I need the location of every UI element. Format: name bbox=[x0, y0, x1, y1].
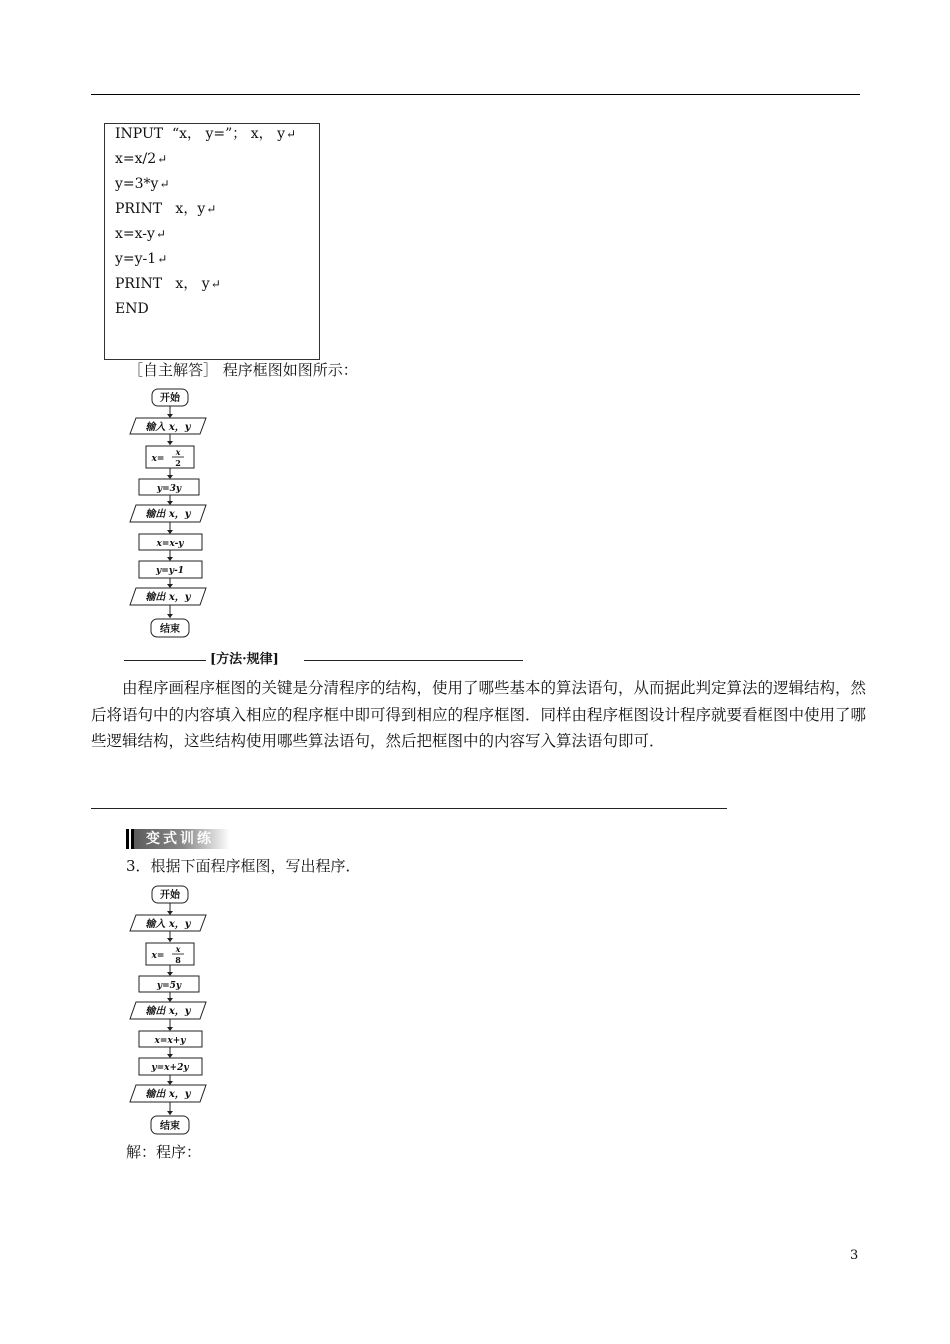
flowchart-question bbox=[120, 883, 230, 1139]
code-line: PRINT x， y↵ bbox=[115, 276, 221, 292]
banner-mark-icon bbox=[126, 829, 134, 849]
fraction-numerator: x bbox=[175, 944, 181, 954]
carriage-return-icon: ↵ bbox=[159, 177, 170, 191]
code-line: x=x/2↵ bbox=[115, 151, 168, 167]
start-label: 开始 bbox=[160, 393, 180, 404]
output-label: 输出 x，y bbox=[145, 509, 191, 520]
carriage-return-icon: ↵ bbox=[155, 227, 166, 241]
step-label: x=x+y bbox=[154, 1036, 186, 1046]
carriage-return-icon: ↵ bbox=[210, 277, 221, 291]
carriage-return-icon: ↵ bbox=[157, 152, 168, 166]
output-label: 输出 x，y bbox=[145, 1089, 191, 1100]
program-code-box bbox=[104, 123, 320, 360]
step-lhs: x= bbox=[151, 454, 165, 464]
step-lhs: x= bbox=[151, 951, 165, 961]
code-line: y=3*y↵ bbox=[115, 176, 170, 192]
solution-label: 解：程序： bbox=[126, 1143, 202, 1161]
answer-intro: ［自主解答］ 程序框图如图所示： bbox=[128, 361, 358, 379]
end-label: 结束 bbox=[160, 1121, 180, 1132]
variant-training-banner bbox=[126, 829, 230, 849]
step-label: y=y-1 bbox=[156, 566, 184, 576]
carriage-return-icon: ↵ bbox=[286, 127, 297, 141]
method-paragraph bbox=[91, 675, 866, 755]
section-divider bbox=[91, 808, 727, 809]
variant-label: 变式训练 bbox=[146, 831, 214, 847]
method-text: 由程序画程序框图的关键是分清程序的结构，使用了哪些基本的算法语句，从而据此判定算法的逻辑结构，然后将语句中的内容填入相应的程序框中即可得到相应的程序框图．同样由程序框图设计程序就要看框图中使用了哪些逻辑结构，这些结构使用哪些算法语句，然后把框图中的内容写入算法语句即可． bbox=[91, 679, 867, 750]
step-label: x=x-y bbox=[156, 539, 184, 549]
header-rule bbox=[91, 94, 860, 95]
heading-rule-left bbox=[124, 660, 206, 661]
end-label: 结束 bbox=[160, 624, 180, 635]
code-line: END bbox=[115, 301, 149, 317]
flowchart-answer bbox=[120, 386, 230, 642]
fraction-numerator: x bbox=[175, 447, 181, 457]
method-heading: [方法·规律] bbox=[210, 652, 279, 667]
fraction-denominator: 8 bbox=[175, 955, 181, 965]
step-label: y=x+2y bbox=[151, 1063, 189, 1073]
step-label: y=3y bbox=[156, 484, 182, 494]
carriage-return-icon: ↵ bbox=[157, 252, 168, 266]
step-label: y=5y bbox=[156, 981, 182, 991]
output-label: 输出 x，y bbox=[145, 1006, 191, 1017]
code-line: PRINT x，y↵ bbox=[115, 201, 217, 217]
heading-rule-right bbox=[304, 660, 523, 661]
output-label: 输出 x，y bbox=[145, 592, 191, 603]
input-label: 输入 x，y bbox=[145, 919, 191, 930]
code-line: x=x-y↵ bbox=[115, 226, 166, 242]
code-line: y=y-1↵ bbox=[115, 251, 168, 267]
code-line: INPUT “x， y=”； x， y↵ bbox=[115, 126, 297, 142]
start-label: 开始 bbox=[160, 890, 180, 901]
carriage-return-icon: ↵ bbox=[206, 202, 217, 216]
input-label: 输入 x，y bbox=[145, 422, 191, 433]
fraction-denominator: 2 bbox=[175, 458, 181, 468]
question-text: 3．根据下面程序框图，写出程序． bbox=[126, 857, 361, 875]
page-number: 3 bbox=[850, 1248, 859, 1263]
